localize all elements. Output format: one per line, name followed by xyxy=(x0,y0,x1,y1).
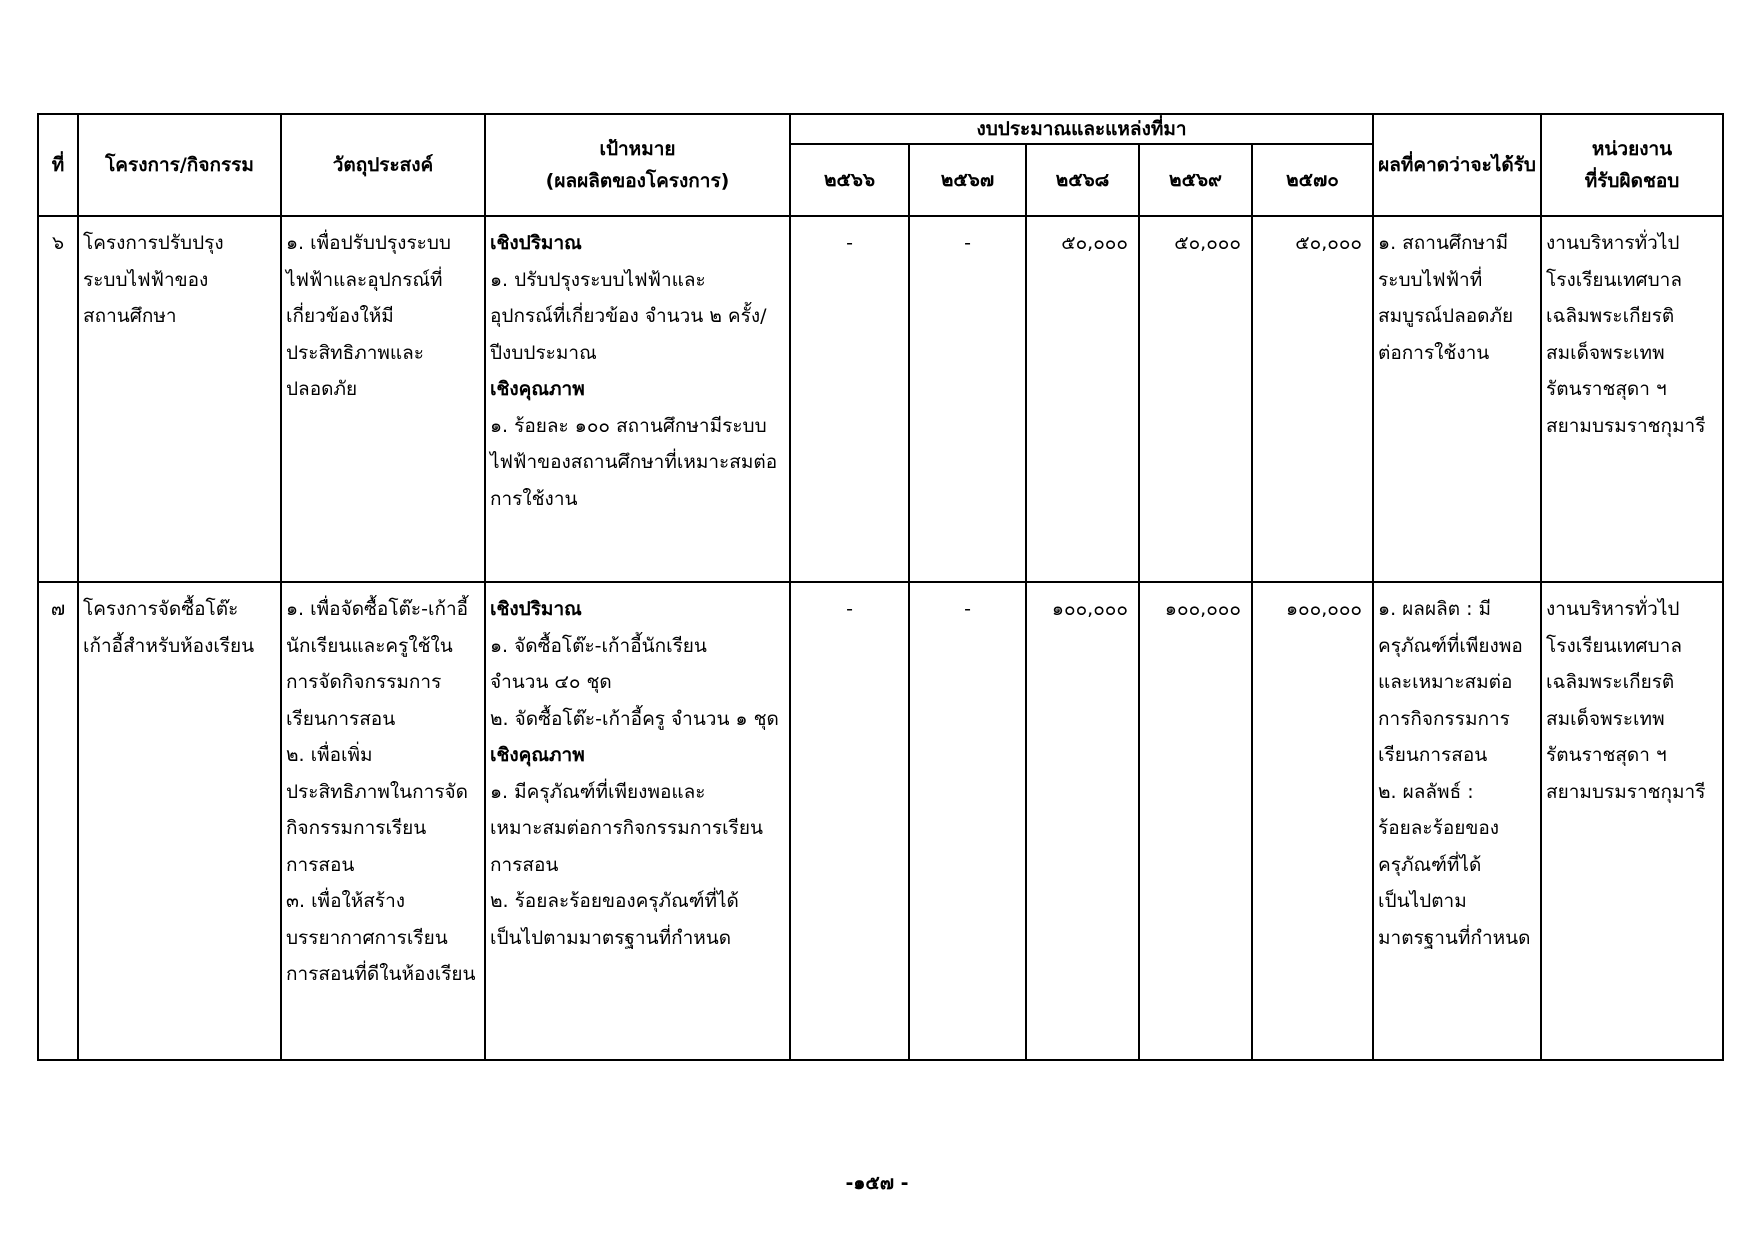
row-target xyxy=(485,582,790,1060)
row-target xyxy=(485,216,790,582)
text-line: การสอน xyxy=(490,853,559,876)
text-line: รัตนราชสุดา ฯ xyxy=(1546,744,1667,766)
text-line: ประสิทธิภาพในการจัด xyxy=(286,780,469,803)
header-budget-group: งบประมาณและแหล่งที่มา xyxy=(790,114,1373,144)
text-line: ๑. ปรับปรุงระบบไฟฟ้าและ xyxy=(490,268,706,291)
quantity-heading: เชิงปริมาณ xyxy=(490,598,582,620)
text-line: สมเด็จพระเทพ xyxy=(1546,341,1665,364)
text-line: ๑. สถานศึกษามี xyxy=(1378,232,1509,254)
text-line: ไฟฟ้าและอุปกรณ์ที่ xyxy=(286,268,443,291)
text-line: การกิจกรรมการ xyxy=(1378,707,1510,730)
quantity-heading: เชิงปริมาณ xyxy=(490,232,582,254)
text-line: บรรยากาศการเรียน xyxy=(286,926,448,949)
budget-2566: - xyxy=(790,216,909,582)
header-target-line-1: เป้าหมาย xyxy=(599,138,676,160)
text-line: กิจกรรมการเรียน xyxy=(286,817,427,839)
text-line: ๑. เพื่อปรับปรุงระบบ xyxy=(286,232,451,254)
header-expected: ผลที่คาดว่าจะได้รับ xyxy=(1373,114,1541,216)
text-line: นักเรียนและครูใช้ใน xyxy=(286,634,453,657)
text-line: เกี่ยวข้องให้มี xyxy=(286,305,394,327)
text-line: ๓. เพื่อให้สร้าง xyxy=(286,890,406,912)
text-line: เฉลิมพระเกียรติ xyxy=(1546,671,1675,693)
text-line: สมบูรณ์ปลอดภัย xyxy=(1378,305,1514,327)
text-line: การจัดกิจกรรมการ xyxy=(286,671,442,693)
text-line: เป็นไปตามมาตรฐานที่กำหนด xyxy=(490,926,732,949)
header-target-line-2: (ผลผลิตของโครงการ) xyxy=(545,170,730,192)
quality-heading: เชิงคุณภาพ xyxy=(490,378,585,400)
text-line: สยามบรมราชกุมารี xyxy=(1546,414,1706,437)
header-year-2569: ๒๕๖๙ xyxy=(1139,144,1252,216)
text-line: ๒. เพื่อเพิ่ม xyxy=(286,744,373,766)
text-line: การสอน xyxy=(286,853,355,876)
text-line: ไฟฟ้าของสถานศึกษาที่เหมาะสมต่อ xyxy=(490,451,778,473)
row-objective xyxy=(281,216,485,582)
text-line: เรียนการสอน xyxy=(1378,744,1488,766)
text-line: สยามบรมราชกุมารี xyxy=(1546,780,1706,803)
text-line: มาตรฐานที่กำหนด xyxy=(1378,926,1531,949)
text-line: เหมาะสมต่อการกิจกรรมการเรียน xyxy=(490,817,763,839)
text-line: สถานศึกษา xyxy=(83,305,177,327)
header-target xyxy=(485,114,790,216)
text-line: ระบบไฟฟ้าของ xyxy=(83,268,209,291)
text-line: โรงเรียนเทศบาล xyxy=(1546,268,1682,291)
table-row xyxy=(38,582,1723,1060)
header-year-2568: ๒๕๖๘ xyxy=(1026,144,1139,216)
text-line: โครงการปรับปรุง xyxy=(83,232,224,254)
text-line: ต่อการใช้งาน xyxy=(1378,341,1490,364)
page-number: -๑๕๗ - xyxy=(845,1172,909,1194)
row-project xyxy=(78,582,281,1060)
text-line: ๑. ร้อยละ ๑๐๐ สถานศึกษามีระบบ xyxy=(490,414,767,437)
text-line: ครุภัณฑ์ที่ได้ xyxy=(1378,853,1482,876)
text-line: สมเด็จพระเทพ xyxy=(1546,707,1665,730)
row-expected xyxy=(1373,582,1541,1060)
row-objective xyxy=(281,582,485,1060)
text-line: ๒. ร้อยละร้อยของครุภัณฑ์ที่ได้ xyxy=(490,890,739,912)
header-year-2566: ๒๕๖๖ xyxy=(790,144,909,216)
budget-2570: ๑๐๐,๐๐๐ xyxy=(1252,582,1373,1060)
text-line: ประสิทธิภาพและ xyxy=(286,341,425,364)
text-line: ๒. จัดซื้อโต๊ะ-เก้าอี้ครู จำนวน ๑ ชุด xyxy=(490,707,779,730)
header-project: โครงการ/กิจกรรม xyxy=(78,114,281,216)
budget-2568: ๕๐,๐๐๐ xyxy=(1026,216,1139,582)
table-header xyxy=(38,114,1723,216)
text-line: การสอนที่ดีในห้องเรียน xyxy=(286,963,476,985)
text-line: ปีงบประมาณ xyxy=(490,341,597,364)
header-responsible-line-2: ที่รับผิดชอบ xyxy=(1584,170,1680,192)
row-responsible xyxy=(1541,582,1723,1060)
row-expected xyxy=(1373,216,1541,582)
text-line: โครงการจัดซื้อโต๊ะ xyxy=(83,598,239,620)
text-line: รัตนราชสุดา ฯ xyxy=(1546,378,1667,400)
text-line: เรียนการสอน xyxy=(286,707,396,730)
header-responsible-line-1: หน่วยงาน xyxy=(1591,138,1673,160)
budget-2566: - xyxy=(790,582,909,1060)
quality-heading: เชิงคุณภาพ xyxy=(490,744,585,766)
table-row xyxy=(38,216,1723,582)
text-line: และเหมาะสมต่อ xyxy=(1378,671,1513,693)
text-line: เฉลิมพระเกียรติ xyxy=(1546,305,1675,327)
row-project xyxy=(78,216,281,582)
header-responsible xyxy=(1541,114,1723,216)
budget-2567: - xyxy=(909,216,1026,582)
row-no: ๗ xyxy=(38,582,78,1060)
text-line: ๑. จัดซื้อโต๊ะ-เก้าอี้นักเรียน xyxy=(490,634,707,657)
text-line: อุปกรณ์ที่เกี่ยวข้อง จำนวน ๒ ครั้ง/ xyxy=(490,305,767,327)
text-line: ๑. ผลผลิต : มี xyxy=(1378,598,1492,620)
text-line: งานบริหารทั่วไป xyxy=(1546,232,1680,254)
text-line: ๑. เพื่อจัดซื้อโต๊ะ-เก้าอี้ xyxy=(286,598,469,620)
text-line: เก้าอี้สำหรับห้องเรียน xyxy=(83,634,255,657)
text-line: จำนวน ๔๐ ชุด xyxy=(490,671,612,693)
text-line: เป็นไปตาม xyxy=(1378,890,1467,912)
row-responsible xyxy=(1541,216,1723,582)
header-objective: วัตถุประสงค์ xyxy=(281,114,485,216)
text-line: โรงเรียนเทศบาล xyxy=(1546,634,1682,657)
budget-2569: ๕๐,๐๐๐ xyxy=(1139,216,1252,582)
header-no: ที่ xyxy=(38,114,78,216)
text-line: ปลอดภัย xyxy=(286,378,358,400)
header-year-2567: ๒๕๖๗ xyxy=(909,144,1026,216)
project-plan-table xyxy=(37,113,1724,1061)
text-line: ร้อยละร้อยของ xyxy=(1378,817,1500,839)
text-line: ระบบไฟฟ้าที่ xyxy=(1378,268,1483,291)
budget-2569: ๑๐๐,๐๐๐ xyxy=(1139,582,1252,1060)
budget-2570: ๕๐,๐๐๐ xyxy=(1252,216,1373,582)
text-line: งานบริหารทั่วไป xyxy=(1546,598,1680,620)
text-line: ๒. ผลลัพธ์ : xyxy=(1378,780,1474,803)
row-no: ๖ xyxy=(38,216,78,582)
header-year-2570: ๒๕๗๐ xyxy=(1252,144,1373,216)
text-line: การใช้งาน xyxy=(490,487,578,510)
budget-2567: - xyxy=(909,582,1026,1060)
text-line: ๑. มีครุภัณฑ์ที่เพียงพอและ xyxy=(490,780,706,803)
budget-2568: ๑๐๐,๐๐๐ xyxy=(1026,582,1139,1060)
text-line: ครุภัณฑ์ที่เพียงพอ xyxy=(1378,634,1523,657)
